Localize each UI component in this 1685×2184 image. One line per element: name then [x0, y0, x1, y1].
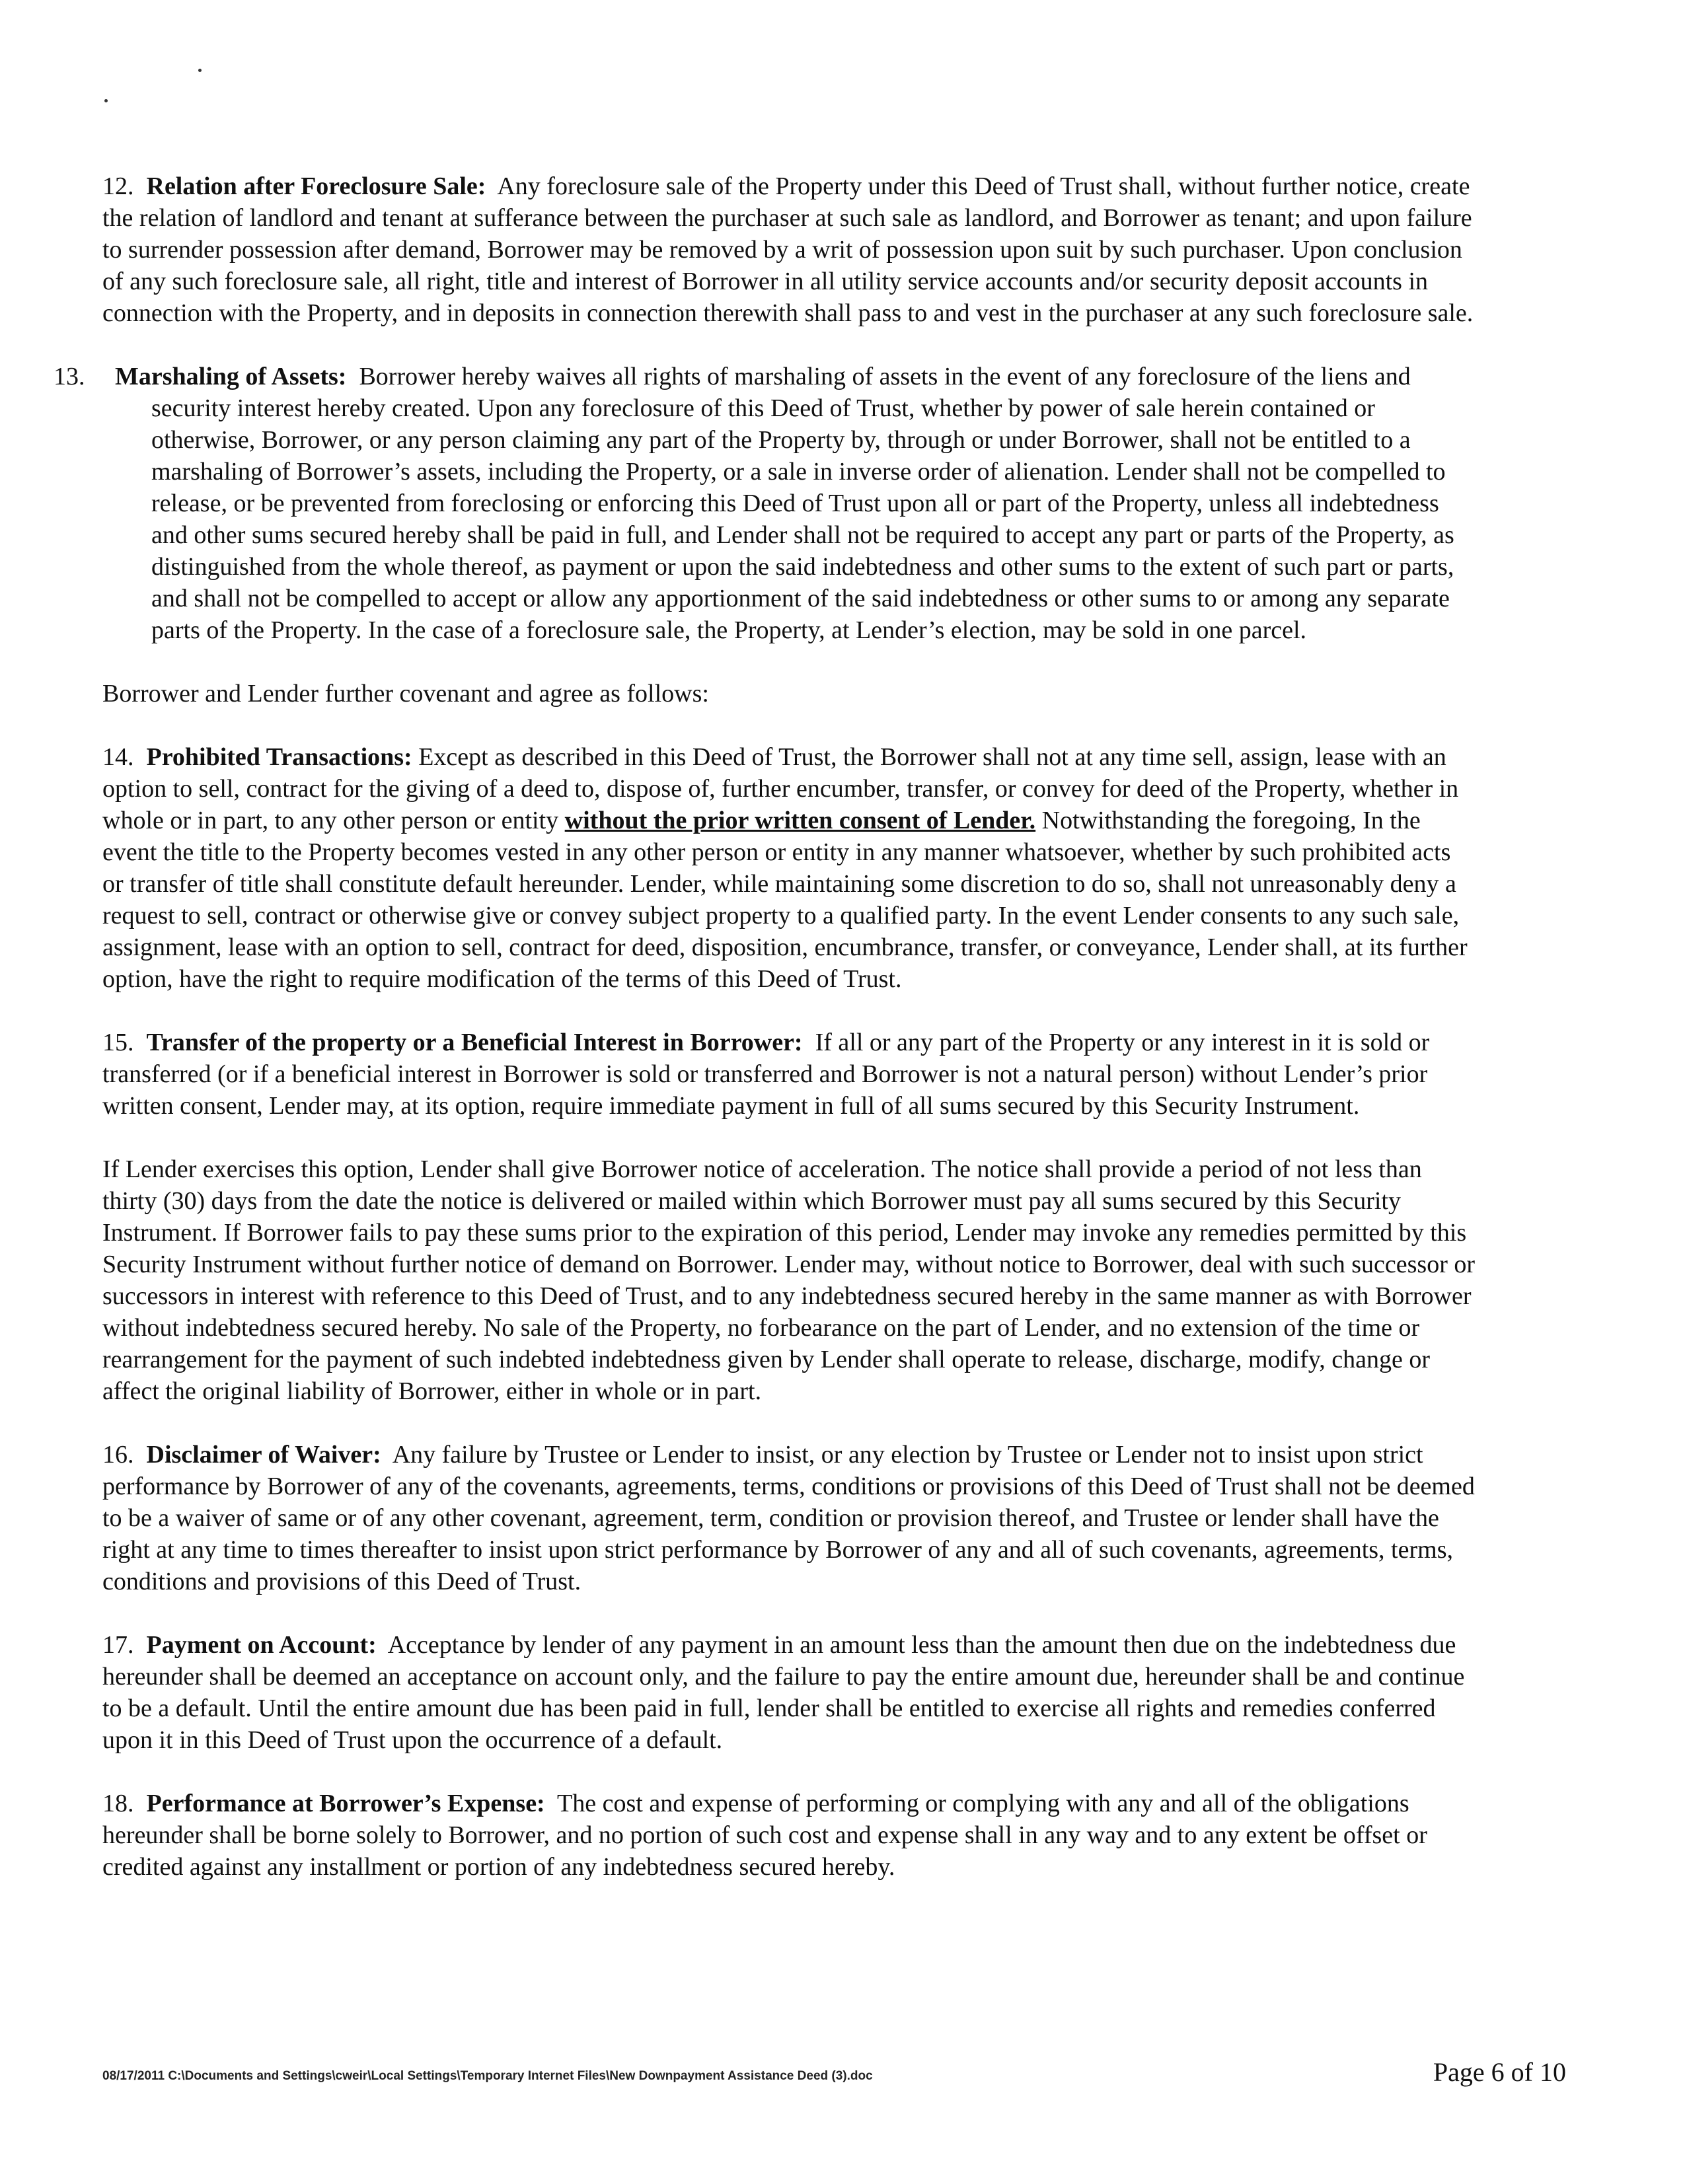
section-number: 14.	[102, 743, 134, 771]
section-16	[102, 1439, 1477, 1597]
section-13: 13. Marshaling of Assets: Borrower hereby waives all rights of marshaling of assets in the event of any foreclosure of the liens and security interest hereby created. Upon any foreclosure of this Deed of Trust, whether by power of sale herein contained or otherwise, Borrower, or any person claiming any part of the Property by, through or under Borrower, shall not be entitled to a marshaling of Borrower’s assets, including the Property, or a sale in inverse order of alienation. Lender shall not be compelled to release, or be prevented from foreclosing or enforcing this Deed of Trust upon all or part of the Property, unless all indebtedness and other sums secured hereby shall be paid in full, and Lender shall not be required to accept any part or parts of the Property, as distinguished from the whole thereof, as payment or upon the said indebtedness and other sums to the extent of such part or parts, and shall not be compelled to accept or allow any apportionment of the said indebtedness or other sums to or among any separate parts of the Property. In the case of a foreclosure sale, the Property, at Lender’s election, may be sold in one parcel.	[54, 363, 1454, 644]
section-body-continued: Notwithstanding the foregoing, In the event the title to the Property becomes vested in any other person or entity in any manner whatsoever, whether by such prohibited acts or transfer of title shall constitute default hereunder. Lender, while maintaining some discretion to do so, shall not unreasonably deny a request to sell, contract or otherwise give or convey subject property to a qualified party. In the event Lender consents to any such sale, assignment, lease with an option to sell, contract for deed, disposition, encumbrance, transfer, or conveyance, Lender shall, at its further option, have the right to require modification of the terms of this Deed of Trust.	[102, 807, 1468, 993]
section-heading: Performance at Borrower’s Expense:	[146, 1790, 545, 1817]
section-15-continued: If Lender exercises this option, Lender shall give Borrower notice of acceleration. The notice shall provide a period of not less than thirty (30) days from the date the notice is delivered or mailed within which Borrower must pay all sums secured by this Security Instrument. If Borrower fails to pay these sums prior to the expiration of this period, Lender may invoke any remedies permitted by this Security Instrument without further notice of demand on Borrower. Lender may, without notice to Borrower, deal with such successor or successors in interest with reference to this Deed of Trust, and to any indebtedness secured hereby in the same manner as with Borrower without indebtedness secured hereby. No sale of the Property, no forbearance on the part of Lender, and no extension of the time or rearrangement for the payment of such indebted indebtedness given by Lender shall operate to release, discharge, modify, change or affect the original liability of Borrower, either in whole or in part.	[102, 1155, 1476, 1405]
section-body: Any failure by Trustee or Lender to insist, or any election by Trustee or Lender not to insist upon strict performance by Borrower of any of the covenants, agreements, terms, conditions or provisions of this Deed of Trust shall not be deemed to be a waiver of same or of any other covenant, agreement, term, condition or provision thereof, and Trustee or lender shall have the right at any time to times thereafter to insist upon strict performance by Borrower of any and all of such covenants, agreements, terms, conditions and provisions of this Deed of Trust.	[102, 1441, 1475, 1595]
section-body: Acceptance by lender of any payment in an amount less than the amount then due on the indebtedness due hereunder shall be deemed an acceptance on account only, and the failure to pay the entire amount due, hereunder shall be and continue to be a default. Until the entire amount due has been paid in full, lender shall be entitled to exercise all rights and remedies conferred upon it in this Deed of Trust upon the occurrence of a default.	[102, 1631, 1465, 1754]
section-body: Any foreclosure sale of the Property under this Deed of Trust shall, without further notice, create the relation of landlord and tenant at sufferance between the purchaser at such sale as landlord, and Borrower as tenant; and upon failure to surrender possession after demand, Borrower may be removed by a writ of possession upon suit by such purchaser. Upon conclusion of any such foreclosure sale, all right, title and interest of Borrower in all utility service accounts and/or security deposit accounts in connection with the Property, and in deposits in connection therewith shall pass to and vest in the purchaser at any such foreclosure sale.	[102, 172, 1474, 327]
section-number: 12.	[102, 172, 134, 200]
section-heading: Relation after Foreclosure Sale:	[146, 172, 486, 200]
section-body: Borrower hereby waives all rights of marshaling of assets in the event of any foreclosure of the liens and security interest hereby created. Upon any foreclosure of this Deed of Trust, whether by power of sale herein contained or otherwise, Borrower, or any person claiming any part of the Property by, through or under Borrower, shall not be entitled to a marshaling of Borrower’s assets, including the Property, or a sale in inverse order of alienation. Lender shall not be compelled to release, or be prevented from foreclosing or enforcing this Deed of Trust upon all or part of the Property, unless all indebtedness and other sums secured hereby shall be paid in full, and Lender shall not be required to accept any part or parts of the Property, as distinguished from the whole thereof, as payment or upon the said indebtedness and other sums to the extent of such part or parts, and shall not be compelled to accept or allow any apportionment of the said indebtedness or other sums to or among any separate parts of the Property. In the case of a foreclosure sale, the Property, at Lender’s election, may be sold in one parcel.	[151, 363, 1454, 644]
section-number: 17.	[102, 1631, 134, 1659]
section-body: The cost and expense of performing or complying with any and all of the obligations hereunder shall be borne solely to Borrower, and no portion of such cost and expense shall in any way and to any extent be offset or credited against any installment or portion of any indebtedness secured hereby.	[102, 1790, 1427, 1881]
section-17	[102, 1629, 1477, 1756]
footer-file-path: 08/17/2011 C:\Documents and Settings\cweir\Local Settings\Temporary Internet Files\New Downpayment Assistance Deed (3).doc	[102, 2069, 873, 2083]
section-number: 18.	[102, 1790, 134, 1817]
section-heading: Prohibited Transactions:	[146, 743, 412, 771]
covenant-statement: Borrower and Lender further covenant and agree as follows:	[102, 680, 709, 708]
section-number: 15.	[102, 1029, 134, 1056]
section-heading: Disclaimer of Waiver:	[146, 1441, 381, 1469]
section-heading: Transfer of the property or a Beneficial Interest in Borrower:	[146, 1029, 803, 1056]
section-15	[102, 1027, 1477, 1122]
section-body: Except as described in this Deed of Trust, the Borrower shall not at any time sell, assign, lease with an option to sell, contract for the giving of a deed to, dispose of, further encumber, transfer, or convey for deed of the Property, whether in whole or in part, to any other person or entity	[102, 743, 1459, 834]
section-heading: Payment on Account:	[146, 1631, 377, 1659]
section-18	[102, 1788, 1477, 1883]
page-number: Page 6 of 10	[1433, 2057, 1566, 2087]
section-body: If all or any part of the Property or any interest in it is sold or transferred (or if a beneficial interest in Borrower is sold or transferred and Borrower is not a natural person) without Lender’s prior written consent, Lender may, at its option, require immediate payment in full of all sums secured by this Security Instrument.	[102, 1029, 1430, 1120]
emphasized-clause: without the prior written consent of Lender.	[564, 807, 1036, 834]
section-heading: Marshaling of Assets:	[115, 363, 347, 390]
scan-speck	[104, 99, 108, 102]
section-14	[102, 741, 1477, 995]
document-body	[54, 170, 1477, 1883]
section-12	[102, 170, 1477, 329]
scan-speck	[198, 69, 202, 72]
section-number: 16.	[102, 1441, 134, 1469]
